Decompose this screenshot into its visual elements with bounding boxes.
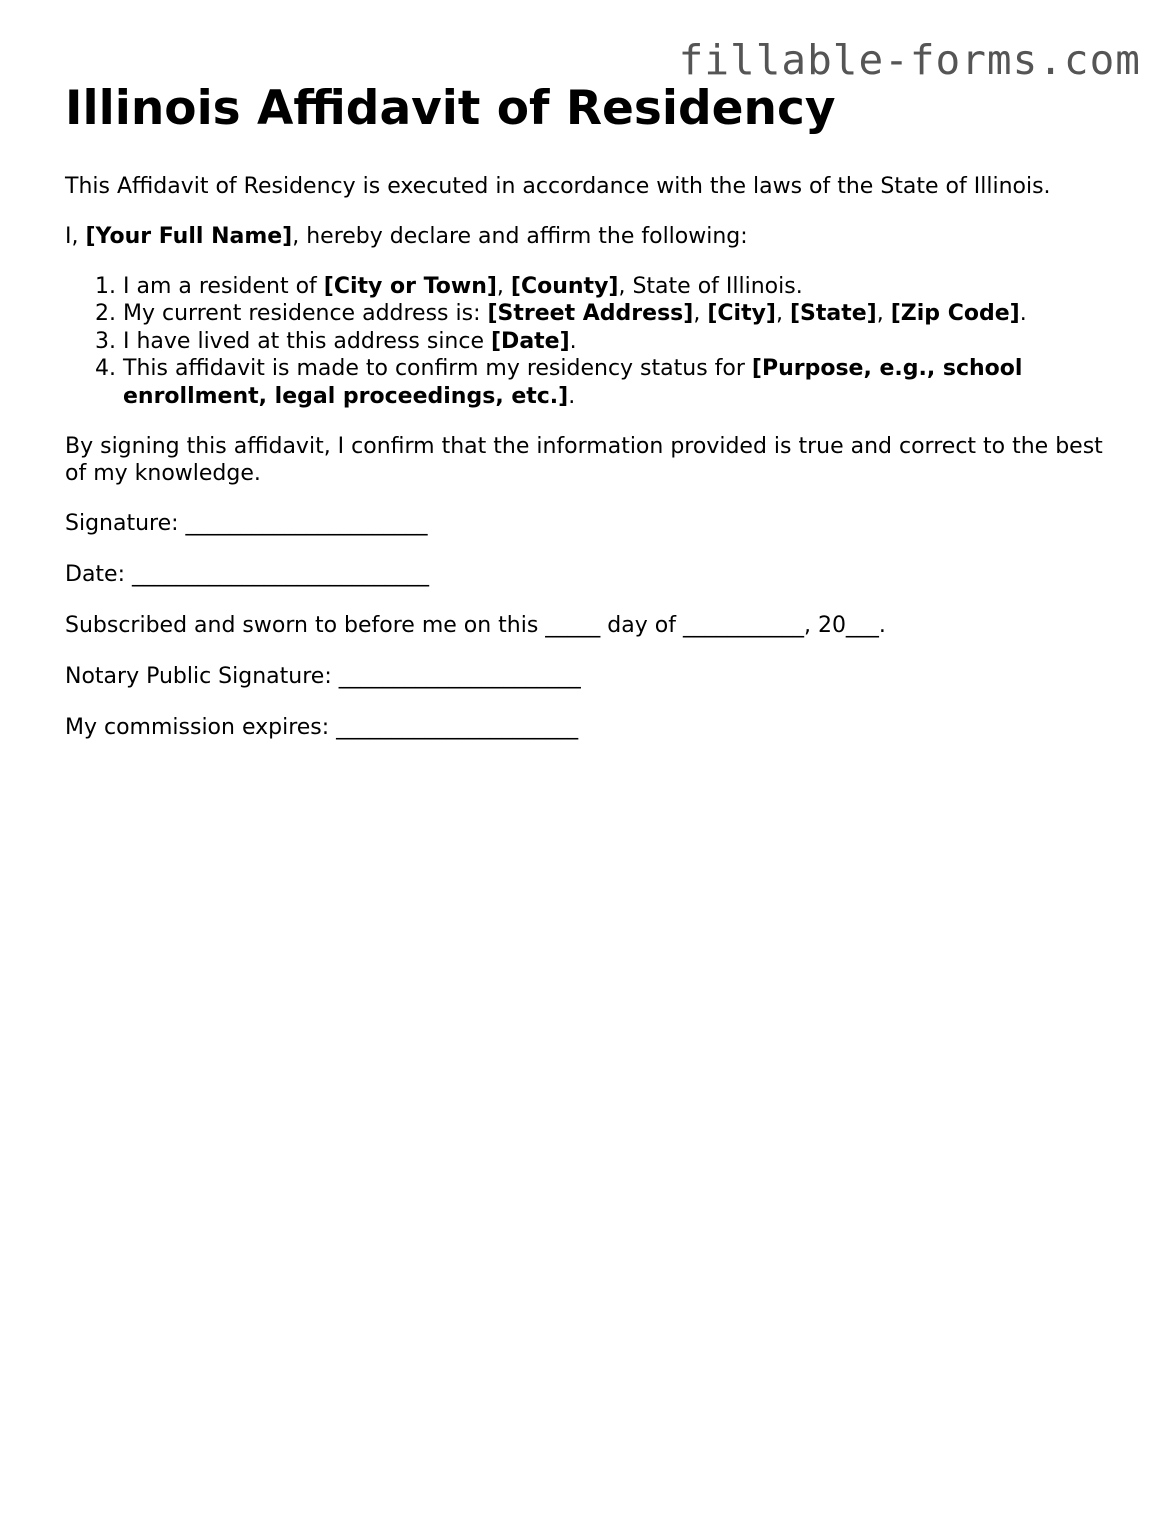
confirmation-paragraph: By signing this affidavit, I confirm that the information provided is true and correct to the best of my knowledge. — [65, 434, 1103, 487]
county-placeholder: [County] — [510, 273, 619, 299]
item-text: , — [496, 273, 511, 299]
document-body — [65, 80, 1115, 765]
signature-field[interactable]: Signature: ______________________ — [65, 511, 428, 537]
city-town-placeholder: [City or Town] — [323, 273, 497, 299]
purpose-placeholder: [Purpose, e.g., school enrollment, legal proceedings, etc.] — [123, 356, 1023, 409]
city-placeholder: [City] — [707, 301, 776, 327]
document-title: Illinois Affidavit of Residency — [65, 81, 836, 136]
item-text: , — [775, 301, 790, 327]
watermark: fillable-forms.com — [678, 36, 1141, 84]
declaration-paragraph — [65, 223, 1115, 250]
list-item — [123, 300, 1115, 328]
item-text: I am a resident of — [123, 273, 324, 299]
item-text: I have lived at this address since — [123, 328, 491, 354]
sworn-statement-field[interactable]: Subscribed and sworn to before me on this _____ day of ___________, 20___. — [65, 613, 886, 639]
commission-expires-field[interactable]: My commission expires: ______________________ — [65, 715, 579, 741]
item-text: . — [568, 383, 576, 409]
intro-paragraph: This Affidavit of Residency is executed in accordance with the laws of the State of Illinois. — [65, 173, 1051, 199]
item-text: My current residence address is: — [123, 301, 488, 327]
date-placeholder: [Date] — [491, 328, 570, 354]
declaration-list — [65, 273, 1115, 411]
item-text: , State of Illinois. — [618, 273, 803, 299]
date-field[interactable]: Date: ___________________________ — [65, 562, 429, 588]
list-item — [123, 355, 1115, 410]
state-placeholder: [State] — [789, 301, 877, 327]
item-text: This affidavit is made to confirm my residency status for — [123, 356, 752, 382]
zip-code-placeholder: [Zip Code] — [890, 301, 1020, 327]
full-name-placeholder: [Your Full Name] — [85, 223, 293, 249]
notary-signature-field[interactable]: Notary Public Signature: ______________________ — [65, 664, 581, 690]
list-item — [123, 273, 1115, 301]
declaration-prefix: I, — [65, 223, 86, 249]
item-text: . — [569, 328, 577, 354]
item-text: , — [693, 301, 708, 327]
street-address-placeholder: [Street Address] — [487, 301, 694, 327]
item-text: . — [1019, 301, 1027, 327]
item-text: , — [876, 301, 891, 327]
declaration-suffix: , hereby declare and affirm the following: — [292, 223, 748, 249]
list-item — [123, 328, 1115, 356]
